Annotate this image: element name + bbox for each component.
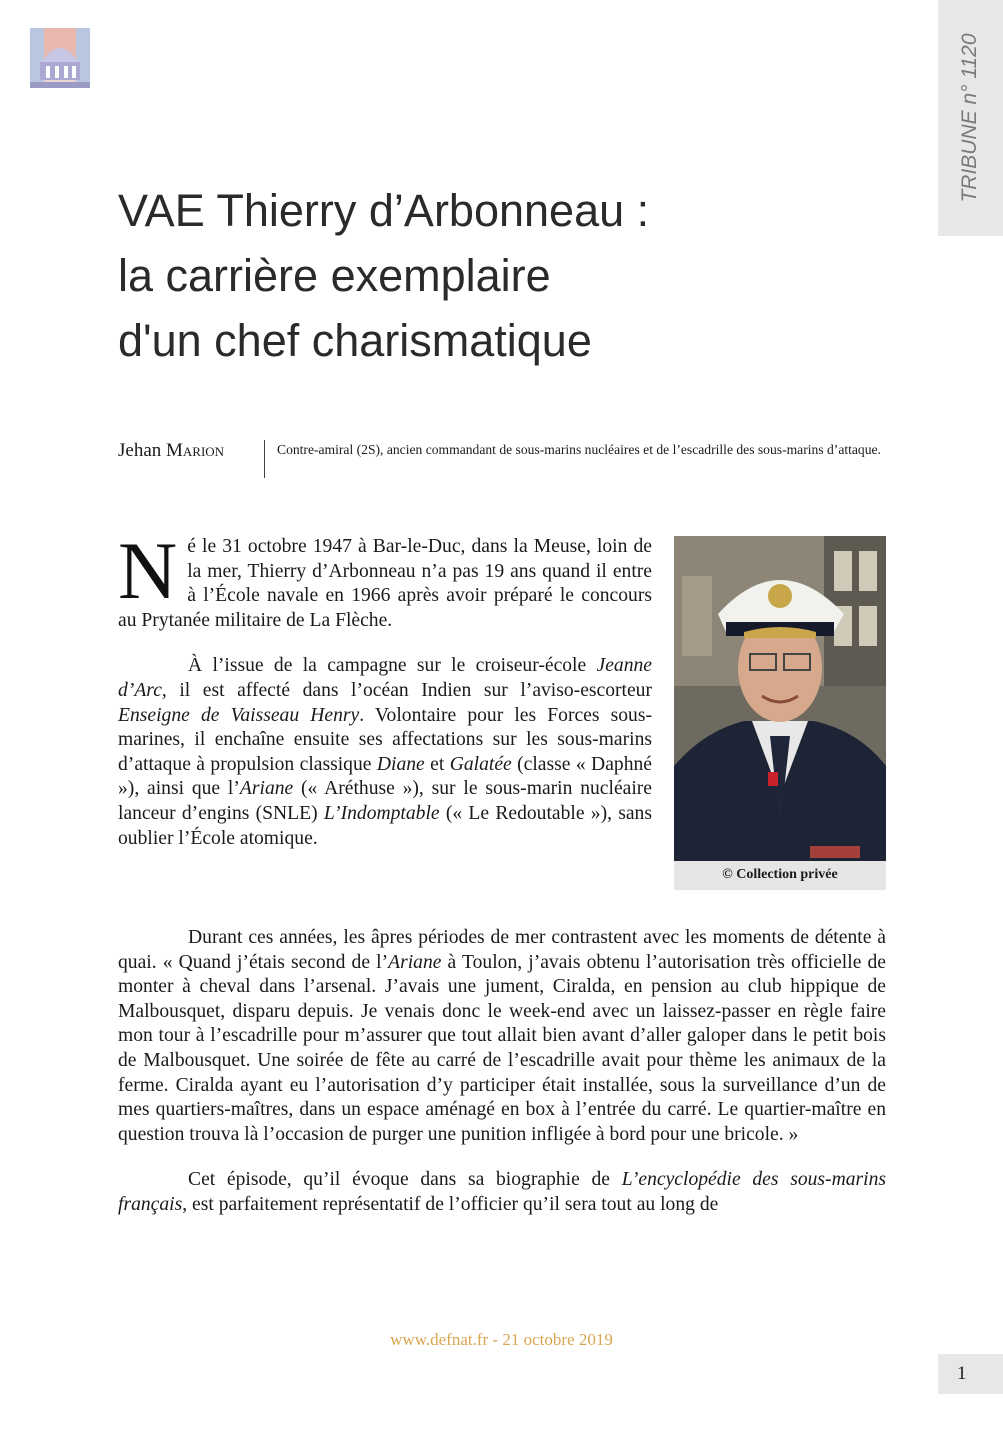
drop-cap: N	[118, 525, 178, 616]
paragraph-4: Cet épisode, qu’il évoque dans sa biographie de L’encyclopédie des sous-marins français, est parfaitement représentatif de l’officier qu’il sera tout au long de	[118, 1169, 887, 1215]
author-last-name: Marion	[166, 440, 225, 461]
ship-name: Enseigne de Vaisseau Henry	[118, 704, 360, 726]
author-first-name: Jehan	[118, 440, 162, 461]
ship-name: Galatée	[449, 753, 512, 775]
ship-name: Diane	[376, 753, 425, 775]
admiral-photo	[674, 536, 886, 861]
photo-caption: © Collection privée	[674, 861, 886, 890]
ship-name: Ariane	[239, 778, 294, 800]
author-bio: Contre-amiral (2S), ancien commandant de sous-marins nucléaires et de l’escadrille des sous-marins d’attaque.	[277, 442, 881, 457]
author-name	[118, 440, 224, 462]
full-width-text	[118, 926, 886, 1218]
two-column-text	[118, 525, 652, 851]
paragraph-1	[118, 525, 652, 633]
portrait-image	[674, 536, 886, 861]
article-title	[118, 178, 898, 373]
book-title: L’encyclopédie des sous-marins français	[118, 1169, 887, 1215]
paragraph-1-text: é le 31 octobre 1947 à Bar-le-Duc, dans la Meuse, loin de la mer, Thierry d’Arbonneau n’a pas 19 ans quand il entre à l’École navale en 1966 après avoir préparé le concours au Prytanée militaire de La Flèche.	[118, 536, 652, 631]
title-line-2: la carrière exemplaire	[118, 250, 551, 301]
footer-url-date: www.defnat.fr - 21 octobre 2019	[390, 1330, 613, 1349]
paragraph-2: À l’issue de la campagne sur le croiseur-école Jeanne d’Arc, il est affecté dans l’océan Indien sur l’aviso-escorteur Enseigne de Vaisseau Henry. Volontaire pour les Forces sous-marines, il enchaîne ensuite ses affectations sur les sous-marins d’attaque à propulsion classique Diane et Galatée (classe « Daphné »), ainsi que l’Ariane (« Aréthuse »), sur le sous-marin nucléaire lanceur d’engins (SNLE) L’Indomptable (« Le Redoutable »), sans oublier l’École atomique.	[118, 655, 652, 849]
institution-building-icon	[30, 28, 90, 88]
title-line-3: d'un chef charismatique	[118, 315, 592, 366]
paragraph-3: Durant ces années, les âpres périodes de mer contrastent avec les moments de détente à quai. « Quand j’étais second de l’Ariane à Toulon, j’avais obtenu l’autorisation très officielle de monter à cheval dans l’arsenal. J’avais une jument, Ciralda, en pension au club hippique de Malbousquet, disparu depuis. Je venais donc le week-end avec un laissez-passer en règle faire mon tour à l’escadrille pour m’assurer que tout allait bien avant d’aller galoper dans le petit bois de Malbousquet. Une soirée de fête au carré de l’escadrille avait pour thème les animaux de la ferme. Ciralda ayant eu l’autorisation d’y participer était installée, sous la surveillance d’un de mes quartiers-maîtres, dans un espace aménagé en box à l’entrée du carré. Le quartier-maître en question trouva là l’occasion de purger une punition infligée à bord pour une bricole. »	[118, 927, 886, 1145]
ship-name: L’Indomptable	[323, 802, 440, 824]
page-number: 1	[957, 1363, 967, 1384]
ship-name: Ariane	[388, 951, 442, 973]
title-line-1: VAE Thierry d’Arbonneau :	[118, 185, 650, 236]
tribune-side-tab	[938, 0, 1003, 236]
tribune-number: TRIBUNE n° 1120	[958, 33, 981, 203]
author-divider	[264, 440, 265, 478]
logo	[30, 28, 90, 88]
page-number-tab	[938, 1354, 1003, 1394]
ship-name: Jeanne d’Arc	[118, 655, 652, 701]
